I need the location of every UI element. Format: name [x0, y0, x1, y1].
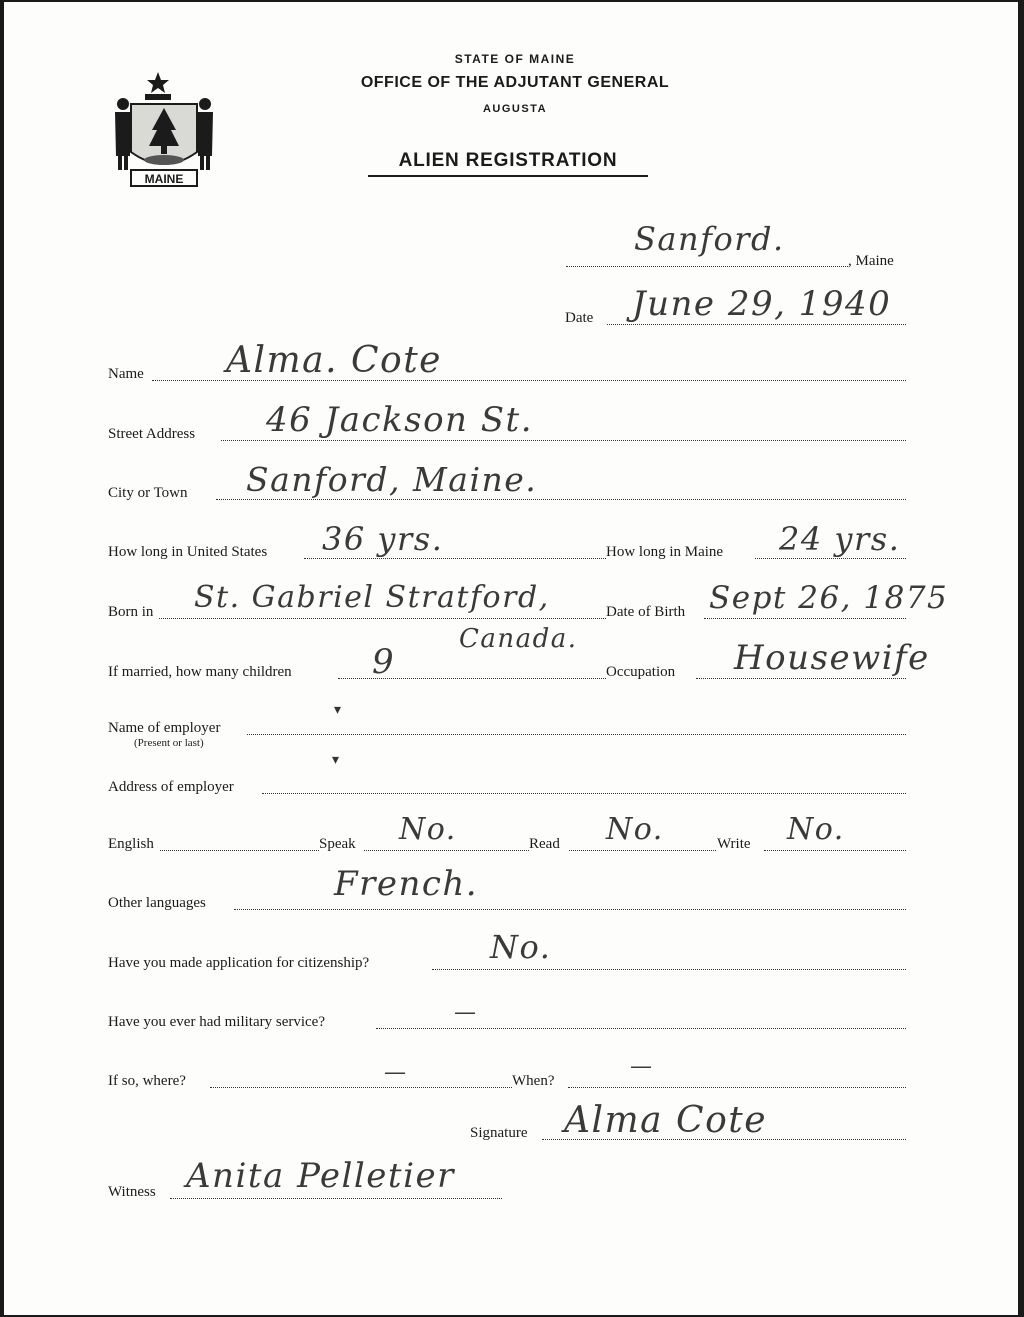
signature-entry: Alma Cote	[564, 1100, 768, 1141]
witness-label: Witness	[108, 1184, 156, 1200]
name-entry: Alma. Cote	[226, 340, 442, 381]
pencil-mark: ▾	[334, 703, 342, 718]
seal-label: MAINE	[144, 172, 184, 186]
dob-label: Date of Birth	[606, 604, 686, 620]
how-long-us-entry: 36 yrs.	[322, 520, 444, 558]
city-heading: AUGUSTA	[482, 103, 548, 115]
read-line	[569, 850, 716, 851]
other-languages-line	[234, 909, 906, 910]
state-heading: STATE OF MAINE	[454, 52, 576, 66]
military-label: Have you ever had military service?	[108, 1014, 325, 1030]
military-line	[376, 1028, 906, 1029]
dob-entry: Sept 26, 1875	[709, 580, 949, 616]
speak-label: Speak	[319, 836, 356, 852]
date-line	[607, 324, 906, 325]
form-title: ALIEN REGISTRATION	[368, 150, 648, 177]
english-label: English	[108, 836, 154, 852]
city-line	[216, 499, 906, 500]
when-label: When?	[512, 1073, 555, 1089]
how-long-maine-label: How long in Maine	[606, 544, 724, 560]
occupation-entry: Housewife	[734, 638, 930, 678]
registration-form-page	[4, 2, 1018, 1315]
employer-name-label: Name of employer	[108, 720, 221, 736]
name-label: Name	[108, 366, 144, 382]
office-heading: OFFICE OF THE ADJUTANT GENERAL	[360, 74, 670, 91]
town-entry: Sanford.	[634, 220, 785, 258]
read-entry: No.	[606, 812, 664, 847]
born-in-country-entry: Canada.	[459, 624, 578, 654]
born-in-label: Born in	[108, 604, 154, 620]
street-label: Street Address	[108, 426, 196, 442]
write-entry: No.	[787, 812, 845, 847]
other-languages-entry: French.	[334, 864, 479, 904]
born-in-entry: St. Gabriel Stratford,	[194, 580, 550, 615]
signature-label: Signature	[470, 1125, 528, 1141]
how-long-maine-entry: 24 yrs.	[779, 520, 901, 558]
how-long-us-line	[304, 558, 606, 559]
english-line	[160, 850, 319, 851]
how-long-maine-line	[755, 558, 906, 559]
pencil-mark-2: ▾	[332, 753, 340, 768]
citizenship-label: Have you made application for citizenship?	[108, 955, 370, 971]
witness-line	[170, 1198, 502, 1199]
employer-name-line	[247, 734, 906, 735]
citizenship-line	[432, 969, 906, 970]
other-languages-label: Other languages	[108, 895, 206, 911]
when-entry: —	[630, 1054, 654, 1079]
military-entry: —	[454, 1000, 478, 1025]
street-entry: 46 Jackson St.	[266, 400, 534, 440]
where-line	[210, 1087, 512, 1088]
employer-note-label: (Present or last)	[134, 737, 204, 749]
write-line	[764, 850, 906, 851]
how-long-us-label: How long in United States	[108, 544, 268, 560]
speak-entry: No.	[399, 812, 457, 847]
maine-suffix-label: , Maine	[848, 253, 894, 269]
city-entry: Sanford, Maine.	[246, 460, 538, 499]
employer-address-line	[262, 793, 906, 794]
read-label: Read	[529, 836, 560, 852]
where-label: If so, where?	[108, 1073, 186, 1089]
children-label: If married, how many children	[108, 664, 292, 680]
when-line	[568, 1087, 906, 1088]
street-line	[221, 440, 906, 441]
occupation-label: Occupation	[606, 664, 676, 680]
town-line	[566, 266, 848, 267]
citizenship-entry: No.	[490, 928, 552, 966]
occupation-line	[696, 678, 906, 679]
children-entry: 9	[372, 642, 396, 682]
city-label: City or Town	[108, 485, 188, 501]
dob-line	[704, 618, 906, 619]
date-label: Date	[565, 310, 594, 326]
employer-address-label: Address of employer	[108, 779, 234, 795]
speak-line	[364, 850, 529, 851]
witness-entry: Anita Pelletier	[186, 1156, 455, 1196]
where-entry: —	[384, 1060, 408, 1085]
born-in-line	[159, 618, 606, 619]
date-entry: June 29, 1940	[632, 284, 892, 324]
write-label: Write	[717, 836, 751, 852]
